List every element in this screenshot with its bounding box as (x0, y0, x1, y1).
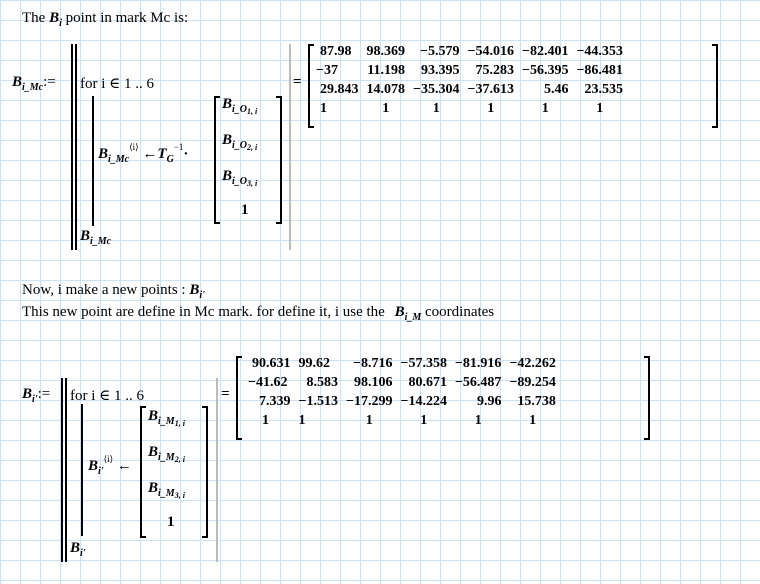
middle-line2-symbol: B (394, 304, 405, 320)
block2-arrow: ← (116, 458, 132, 474)
block2-lhs-symbol: B (22, 386, 33, 402)
matrix-row: 87.98 98.369 −5.579 −54.016 −82.401 −44.353 (320, 44, 623, 59)
block1-loop-bar (92, 96, 94, 226)
intro-symbol: B (49, 10, 60, 26)
block1-program-bar-outer2 (75, 44, 77, 250)
block2-result-matrix[interactable] (244, 354, 560, 430)
block1-vector-right-bracket (276, 96, 282, 224)
block2-matrix-left-bracket (236, 356, 242, 440)
block2-return-sub: i' (80, 548, 86, 559)
block1-loop-text: for i ∈ 1 .. 6 (80, 76, 155, 92)
block1-lhs-sub: i_Mc (22, 82, 44, 93)
block1-dot: · (183, 146, 189, 162)
block2-vector-entry: $B_{i\_M2, i}$ (148, 444, 185, 464)
block1-arrow: ← (142, 146, 158, 162)
middle-line1-sub: i' (199, 290, 205, 301)
block2-vector-right-bracket (202, 406, 208, 538)
intro-text-after: point in mark Mc is: (65, 10, 189, 26)
matrix-row: 1 1 1 1 1 1 (262, 413, 537, 428)
block1-vector-entry: $B_{i\_O1, i}$ (222, 96, 258, 116)
block1-inner-sup: ⟨i⟩ (129, 142, 139, 152)
block1-loop-header[interactable] (80, 74, 154, 93)
block2-lhs[interactable] (22, 386, 50, 403)
block2-loop-text: for i ∈ 1 .. 6 (70, 388, 145, 404)
block2-assign-op: := (37, 386, 51, 402)
block1-return-symbol: B (80, 228, 91, 244)
intro-symbol-sub: i (59, 18, 62, 29)
block2-inner-sup: ⟨i⟩ (103, 454, 114, 464)
block2-return[interactable] (70, 540, 86, 557)
block2-equals: = (221, 386, 230, 402)
middle-line2-text-before: This new point are define in Mc mark. for define it, i use the (22, 304, 385, 320)
block2-inner-symbol: B (88, 458, 99, 474)
middle-line-1 (22, 282, 205, 299)
block2-matrix-right-bracket (644, 356, 650, 440)
block1-return[interactable] (80, 228, 111, 245)
block1-transform-sub: G (166, 154, 174, 165)
matrix-row: 29.843 14.078 −35.304 −37.613 5.46 23.535 (320, 82, 623, 97)
block1-equals: = (293, 74, 302, 90)
block1-result-matrix[interactable] (312, 42, 627, 118)
block1-lhs-symbol: B (12, 74, 23, 90)
block1-matrix-right-bracket (712, 44, 718, 128)
block2-loop-body[interactable] (88, 454, 132, 477)
block1-loop-body[interactable] (98, 142, 189, 165)
block1-vector-entry: $B_{i\_O2, i}$ (222, 132, 258, 152)
middle-line2-sub: i_M (404, 312, 422, 323)
block2-vector-left-bracket (140, 406, 146, 538)
block2-loop-header[interactable] (70, 386, 144, 405)
block2-loop-bar (81, 404, 83, 536)
block2-inner-sub: i' (98, 466, 104, 477)
block1-program-end-bar (289, 44, 291, 250)
block2-program-bar-outer (61, 378, 63, 562)
block1-vector-entry: $B_{i\_O3, i}$ (222, 168, 258, 188)
block2-vector-entry: $B_{i\_M1, i}$ (148, 408, 185, 428)
block1-inner-sub: i_Mc (108, 154, 130, 165)
block1-lhs[interactable] (12, 74, 56, 91)
intro-text-before: The (22, 10, 46, 26)
block1-program-bar-outer (71, 44, 73, 250)
block2-return-symbol: B (70, 540, 81, 556)
middle-line-2 (22, 304, 494, 321)
matrix-row: 7.339 −1.513 −17.299 −14.224 9.96 15.738 (259, 394, 556, 409)
matrix-row: 90.631 99.62 −8.716 −57.358 −81.916 −42.262 (252, 356, 556, 371)
block1-transform-sup: −1 (173, 142, 184, 152)
matrix-row: −41.62 8.583 98.106 80.671 −56.487 −89.254 (248, 375, 556, 390)
block2-vector-entry: 1 (167, 514, 175, 530)
block2-vector-entry: $B_{i\_M3, i}$ (148, 480, 185, 500)
block1-transform: T (157, 146, 167, 162)
block1-return-sub: i_Mc (90, 236, 112, 247)
middle-line1-symbol: B (189, 282, 200, 298)
matrix-row: −37 11.198 93.395 75.283 −56.395 −86.481 (316, 63, 623, 78)
block1-vector-entry: 1 (241, 202, 249, 218)
block2-program-bar-outer2 (65, 378, 67, 562)
block2-program-end-bar (216, 378, 218, 562)
intro-line (22, 10, 188, 27)
middle-line1-text: Now, i make a new points : (22, 282, 186, 298)
block2-lhs-sub: i' (32, 394, 38, 405)
block1-vector-left-bracket (214, 96, 220, 224)
middle-line2-text-after: coordinates (425, 304, 495, 320)
matrix-row: 1 1 1 1 1 1 (320, 101, 604, 116)
block1-inner-symbol: B (98, 146, 109, 162)
block1-assign-op: := (43, 74, 56, 90)
